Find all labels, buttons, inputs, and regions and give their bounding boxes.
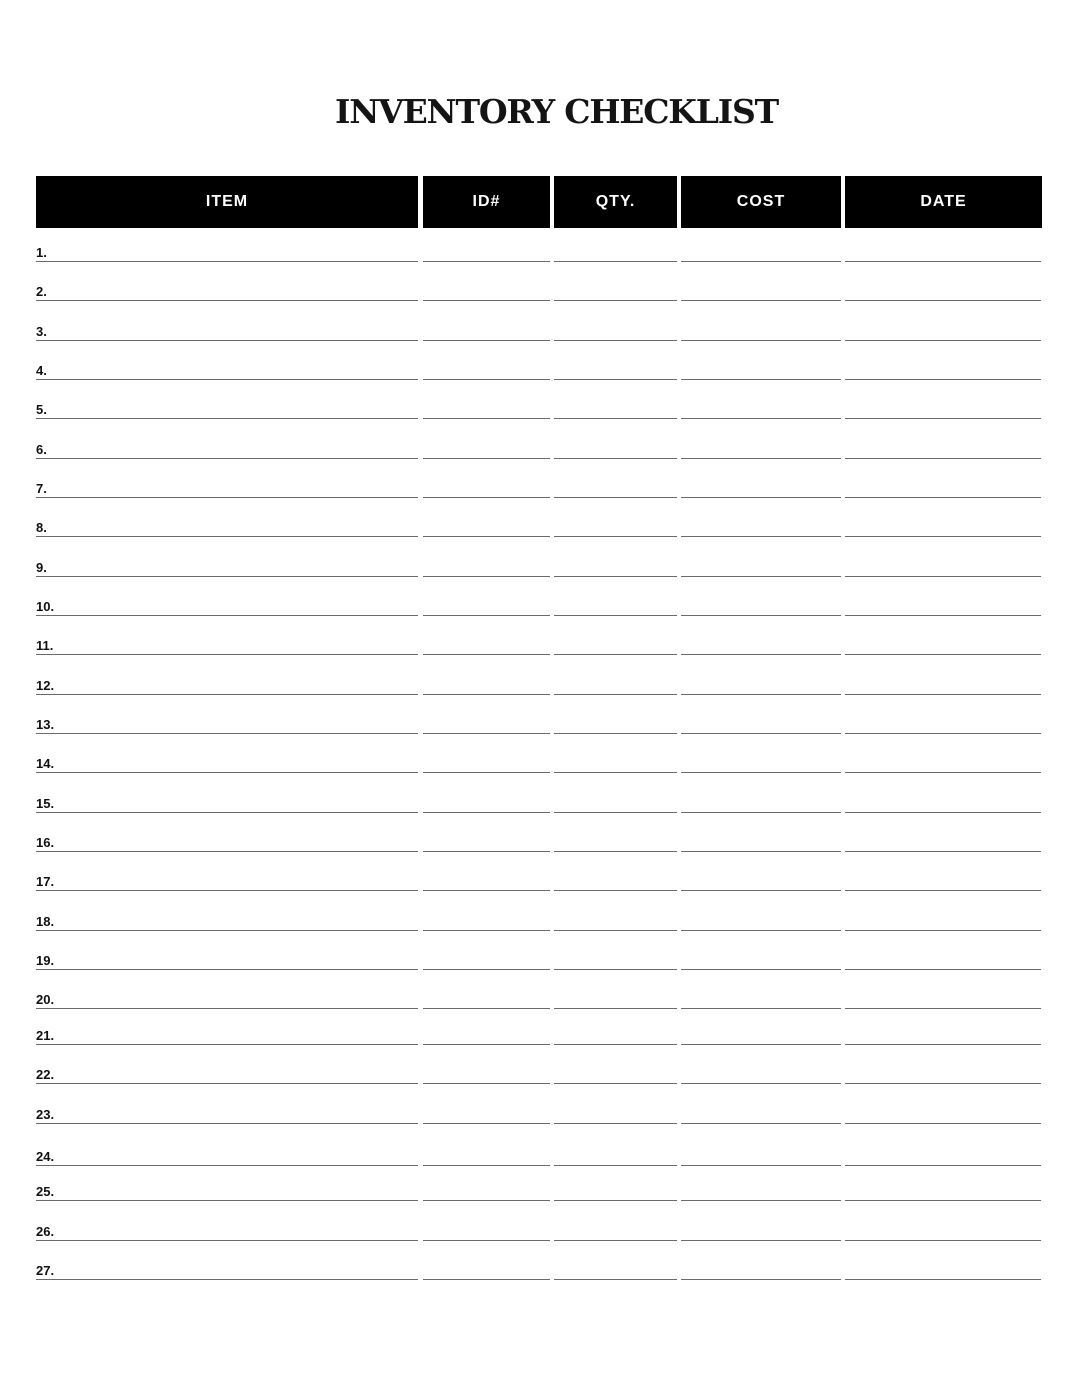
table-row [0, 497, 1080, 537]
row-number: 3. [36, 324, 47, 339]
id-entry-line[interactable] [423, 1123, 550, 1124]
table-row [0, 1044, 1080, 1084]
item-entry-line[interactable] [36, 1123, 418, 1124]
row-number: 25. [36, 1184, 55, 1199]
row-number: 19. [36, 953, 55, 968]
table-row [0, 773, 1080, 813]
table-row [0, 1240, 1080, 1280]
table-row [0, 419, 1080, 459]
table-row [0, 261, 1080, 301]
row-number: 15. [36, 796, 55, 811]
row-number: 10. [36, 599, 55, 614]
qty-entry-line[interactable] [554, 1123, 677, 1124]
row-number: 16. [36, 835, 55, 850]
table-row [0, 222, 1080, 262]
row-number: 11. [36, 638, 54, 653]
table-row [0, 891, 1080, 931]
row-number: 18. [36, 914, 55, 929]
row-number: 6. [36, 442, 47, 457]
table-row [0, 379, 1080, 419]
row-number: 23. [36, 1107, 55, 1122]
page-title: INVENTORY CHECKLIST [334, 92, 779, 131]
row-number: 2. [36, 284, 47, 299]
row-number: 26. [36, 1224, 55, 1239]
row-number: 21. [36, 1028, 55, 1043]
date-entry-line[interactable] [845, 1123, 1041, 1124]
table-row [0, 969, 1080, 1009]
row-number: 4. [36, 363, 47, 378]
table-row [0, 458, 1080, 498]
row-number: 22. [36, 1067, 55, 1082]
row-number: 9. [36, 560, 47, 575]
row-number: 12. [36, 678, 55, 693]
cost-entry-line[interactable] [681, 1279, 841, 1280]
id-entry-line[interactable] [423, 1279, 550, 1280]
column-header-id: ID# [423, 176, 550, 228]
row-number: 14. [36, 756, 55, 771]
table-row [0, 615, 1080, 655]
date-entry-line[interactable] [845, 1279, 1041, 1280]
row-number: 1. [36, 245, 47, 260]
row-number: 8. [36, 520, 47, 535]
table-row [0, 930, 1080, 970]
cost-entry-line[interactable] [681, 1123, 841, 1124]
table-row [0, 301, 1080, 341]
item-entry-line[interactable] [36, 1279, 418, 1280]
column-header-item: ITEM [36, 176, 418, 228]
column-header-date: DATE [845, 176, 1042, 228]
row-number: 20. [36, 992, 55, 1007]
table-row [0, 851, 1080, 891]
row-number: 17. [36, 874, 55, 889]
qty-entry-line[interactable] [554, 1279, 677, 1280]
table-row [0, 733, 1080, 773]
table-row [0, 812, 1080, 852]
row-number: 7. [36, 481, 47, 496]
column-header-cost: COST [681, 176, 841, 228]
table-row [0, 1126, 1080, 1166]
table-row [0, 340, 1080, 380]
table-row [0, 576, 1080, 616]
row-number: 27. [36, 1263, 55, 1278]
table-row [0, 655, 1080, 695]
table-row [0, 537, 1080, 577]
row-number: 5. [36, 402, 47, 417]
table-row [0, 1161, 1080, 1201]
row-number: 24. [36, 1149, 55, 1164]
row-number: 13. [36, 717, 55, 732]
table-row [0, 1201, 1080, 1241]
table-row [0, 1084, 1080, 1124]
column-header-qty: QTY. [554, 176, 677, 228]
table-row [0, 694, 1080, 734]
table-row [0, 1005, 1080, 1045]
